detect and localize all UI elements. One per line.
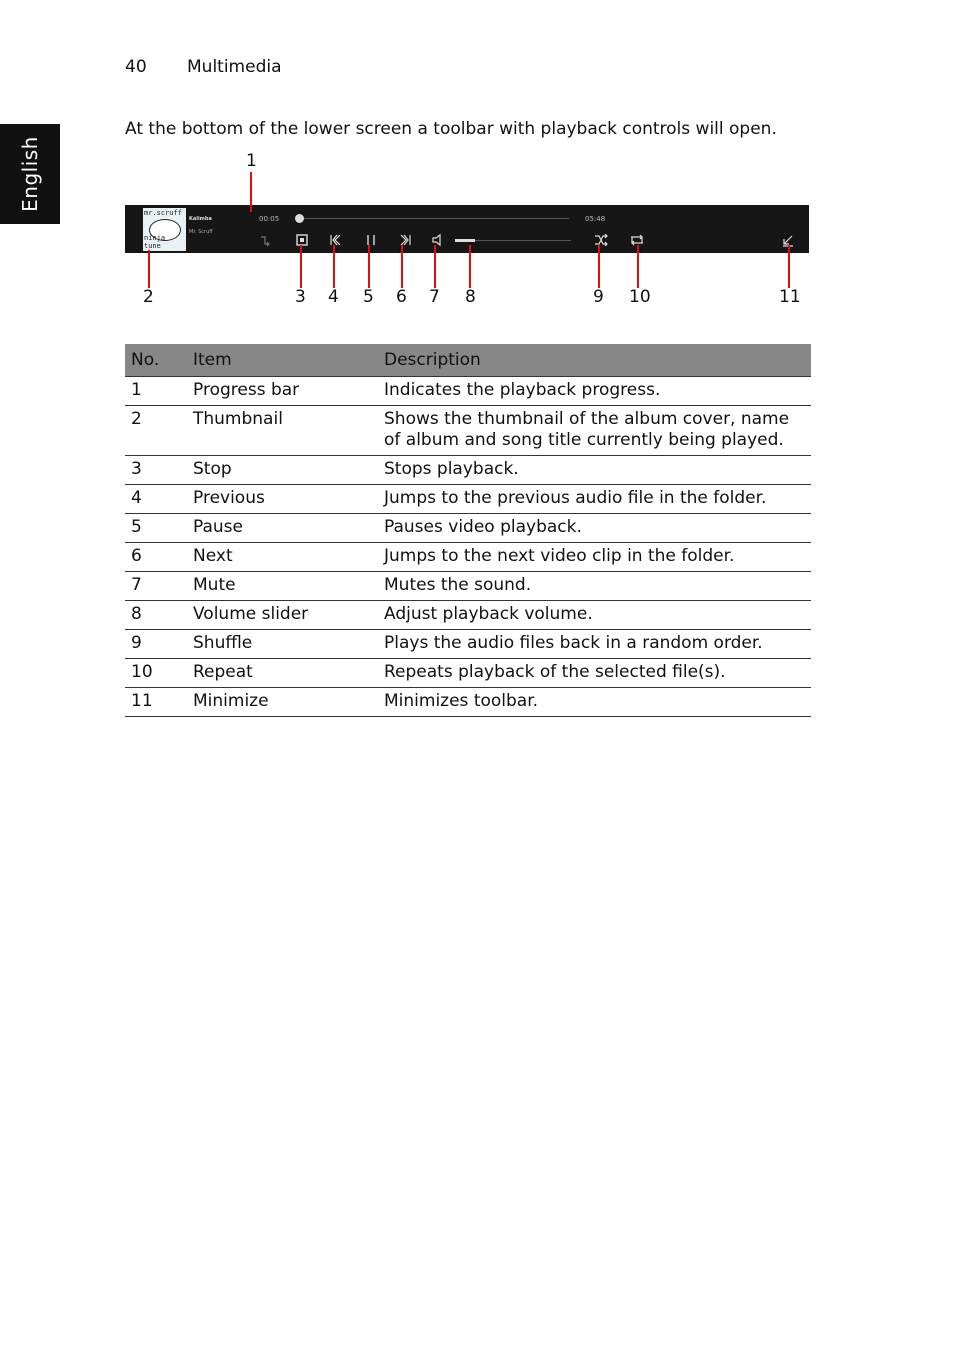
callout-line-3 <box>300 245 302 288</box>
row-description: Adjust playback volume. <box>378 601 811 630</box>
row-description: Mutes the sound. <box>378 572 811 601</box>
callout-1: 1 <box>246 151 257 171</box>
row-item: Thumbnail <box>187 406 378 456</box>
previous-icon[interactable] <box>329 233 343 247</box>
row-description: Jumps to the next video clip in the folder. <box>378 543 811 572</box>
row-no: 7 <box>125 572 187 601</box>
table-row <box>125 456 811 485</box>
album-art-text-bottom: ninja tune <box>144 234 166 250</box>
callout-4: 4 <box>328 287 339 307</box>
callout-line-8 <box>469 245 471 288</box>
callout-10: 10 <box>629 287 651 307</box>
stop-icon[interactable] <box>295 233 309 247</box>
album-art-text-top: mr.scruff <box>144 209 182 217</box>
callout-line-4 <box>333 245 335 288</box>
callout-3: 3 <box>295 287 306 307</box>
artist-name: Mr. Scruff <box>189 229 213 235</box>
row-no: 3 <box>125 456 187 485</box>
table-row <box>125 377 811 406</box>
song-title: Kalimba <box>189 216 212 222</box>
row-item: Progress bar <box>187 377 378 406</box>
row-item: Pause <box>187 514 378 543</box>
callout-line-2 <box>148 250 150 288</box>
row-no: 1 <box>125 377 187 406</box>
table-row <box>125 688 811 717</box>
row-no: 9 <box>125 630 187 659</box>
items-table <box>125 344 811 717</box>
row-item: Next <box>187 543 378 572</box>
row-description: Repeats playback of the selected file(s). <box>378 659 811 688</box>
callout-9: 9 <box>593 287 604 307</box>
callout-11: 11 <box>779 287 801 307</box>
header-no: No. <box>125 344 187 377</box>
callout-5: 5 <box>363 287 374 307</box>
row-no: 11 <box>125 688 187 717</box>
table-row <box>125 514 811 543</box>
callout-7: 7 <box>429 287 440 307</box>
row-no: 2 <box>125 406 187 456</box>
row-no: 10 <box>125 659 187 688</box>
table-row <box>125 630 811 659</box>
progress-bar[interactable] <box>295 218 569 219</box>
row-item: Repeat <box>187 659 378 688</box>
callout-line-10 <box>637 245 639 288</box>
shuffle-icon[interactable] <box>594 233 608 247</box>
page-number: 40 <box>125 57 147 77</box>
callout-2: 2 <box>143 287 154 307</box>
table-row <box>125 659 811 688</box>
callout-line-11 <box>788 245 790 288</box>
row-no: 5 <box>125 514 187 543</box>
table-row <box>125 406 811 456</box>
row-no: 6 <box>125 543 187 572</box>
album-thumbnail[interactable] <box>143 208 186 251</box>
row-description: Indicates the playback progress. <box>378 377 811 406</box>
row-description: Pauses video playback. <box>378 514 811 543</box>
table-header-row <box>125 344 811 377</box>
callout-6: 6 <box>396 287 407 307</box>
intro-paragraph: At the bottom of the lower screen a toolbar with playback controls will open. <box>125 119 777 139</box>
volume-level <box>455 239 475 242</box>
progress-knob[interactable] <box>295 214 304 223</box>
row-item: Minimize <box>187 688 378 717</box>
callout-8: 8 <box>465 287 476 307</box>
header-item: Item <box>187 344 378 377</box>
callout-line-9 <box>598 245 600 288</box>
toolbar-figure <box>125 150 815 320</box>
playback-toolbar <box>125 205 809 253</box>
table-row <box>125 601 811 630</box>
row-item: Previous <box>187 485 378 514</box>
header-description: Description <box>378 344 811 377</box>
language-tab <box>0 124 60 224</box>
language-tab-label: English <box>18 136 42 212</box>
table-row <box>125 543 811 572</box>
table-row <box>125 485 811 514</box>
callout-line-6 <box>401 245 403 288</box>
row-no: 8 <box>125 601 187 630</box>
callout-line-1 <box>250 172 252 212</box>
time-current: 00:05 <box>259 215 280 223</box>
row-item: Stop <box>187 456 378 485</box>
row-description: Stops playback. <box>378 456 811 485</box>
callout-line-5 <box>368 245 370 288</box>
table-row <box>125 572 811 601</box>
row-item: Mute <box>187 572 378 601</box>
row-item: Volume slider <box>187 601 378 630</box>
row-description: Minimizes toolbar. <box>378 688 811 717</box>
time-total: 05:48 <box>585 215 606 223</box>
row-item: Shuffle <box>187 630 378 659</box>
section-title: Multimedia <box>187 57 282 77</box>
row-description: Jumps to the previous audio file in the folder. <box>378 485 811 514</box>
back-icon[interactable] <box>258 233 272 247</box>
row-no: 4 <box>125 485 187 514</box>
repeat-icon[interactable] <box>629 233 643 247</box>
callout-line-7 <box>434 245 436 288</box>
row-description: Plays the audio files back in a random order. <box>378 630 811 659</box>
row-description: Shows the thumbnail of the album cover, name of album and song title currently being played. <box>378 406 811 456</box>
pause-icon[interactable] <box>364 233 378 247</box>
